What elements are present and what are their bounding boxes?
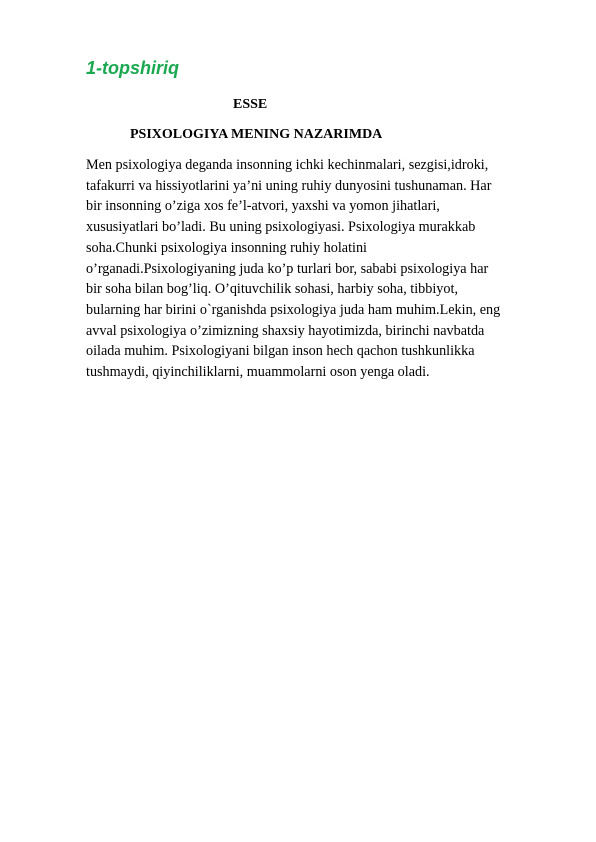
essay-label: ESSE bbox=[233, 97, 268, 112]
body-line: bir soha bilan bog’liq. O’qituvchilik sohasi, harbiy soha, tibbiyot, bbox=[86, 281, 458, 298]
essay-title: PSIXOLOGIYA MENING NAZARIMDA bbox=[130, 127, 383, 142]
body-line: bularning har birini o`rganishda psixologiya juda ham muhim.Lekin, eng bbox=[86, 301, 501, 318]
body-line: tushmaydi, qiyinchiliklarni, muammolarni oson yenga oladi. bbox=[86, 364, 430, 381]
body-line: oilada muhim. Psixologiyani bilgan inson hech qachon tushkunlikka bbox=[86, 343, 475, 360]
body-line: bir insonning o’ziga xos fe’l-atvori, yaxshi va yomon jihatlari, bbox=[86, 198, 440, 215]
body-line: soha.Chunki psixologiya insonning ruhiy holatini bbox=[86, 239, 367, 256]
body-line: o’rganadi.Psixologiyaning juda ko’p turlari bor, sababi psixologiya har bbox=[86, 260, 489, 277]
essay-body bbox=[86, 155, 556, 383]
body-line: avval psixologiya o’zimizning shaxsiy hayotimizda, birinchi navbatda bbox=[86, 322, 485, 339]
body-line: Men psixologiya deganda insonning ichki kechinmalari, sezgisi,idroki, bbox=[86, 157, 489, 173]
body-line: tafakurri va hissiyotlarini ya’ni uning ruhiy dunyosini tushunaman. Har bbox=[86, 177, 492, 194]
body-line: xususiyatlari bo’ladi. Bu uning psixologiyasi. Psixologiya murakkab bbox=[86, 219, 476, 236]
task-heading: 1-topshiriq bbox=[86, 58, 179, 78]
